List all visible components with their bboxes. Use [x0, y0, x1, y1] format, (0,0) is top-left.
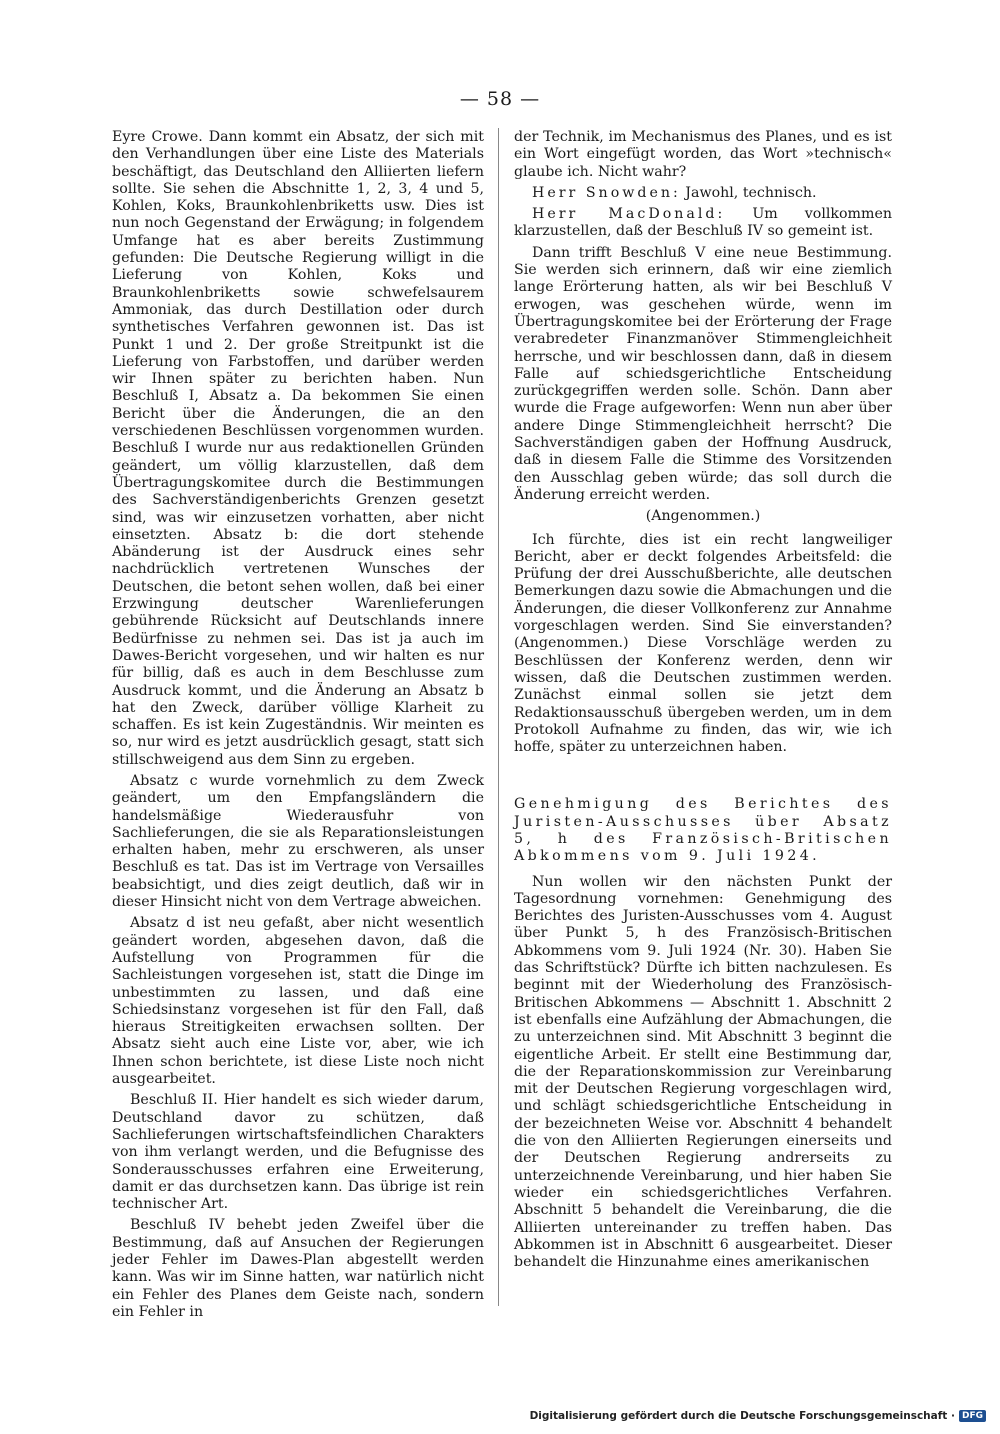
- column-divider: [498, 128, 499, 1306]
- page-number: — 58 —: [459, 88, 541, 110]
- paragraph: Ich fürchte, dies ist ein recht langweiliger Bericht, aber er deckt folgendes Arbeitsfeld: die Prüfung der drei Ausschußberichte, alle deutschen Bemerkungen dazu sowie die Abmachungen und die Änderungen, die dieser Vollkonferenz zur Annahme vorgeschlagen werden. Sind Sie einverstanden? (Angenommen.) Diese Vorschläge werden zu Beschlüssen der Konferenz werden, denn wir wissen, daß die Deutschen zustimmen werden. Zunächst einmal sollen sie jetzt dem Redaktionsausschuß übergeben werden, um in dem Protokoll Aufnahme zu finden, das wir, wie ich hoffe, später zu unterzeichnen haben.: [514, 531, 892, 756]
- paragraph: Absatz c wurde vornehmlich zu dem Zweck geändert, um den Empfangsländern die handelsmäßige Wiederausfuhr von Sachlieferungen, die sie als Reparationsleistungen erhalten haben, mehr zu erschweren, als unser Beschluß es tat. Das ist im Vertrage von Versailles beabsichtigt, und dies zeigt deutlich, daß wir in dieser Hinsicht nicht von dem Vertrage abweichen.: [112, 772, 484, 911]
- speaker-text: Jawohl, technisch.: [685, 184, 817, 201]
- paragraph: Nun wollen wir den nächsten Punkt der Tagesordnung vornehmen: Genehmigung des Berichtes des Juristen-Ausschusses vom 4. August über Punkt 5, h des Französisch-Britischen Abkommens vom 9. Juli 1924 (Nr. 30). Haben Sie das Schriftstück? Dürfte ich bitten nachzulesen. Es beginnt mit der Wiederholung des Französisch-Britischen Abkommens — Abschnitt 1. Abschnitt 2 ist ebenfalls eine Aufzählung der Abmachungen, die zu unterzeichnen sind. Mit Abschnitt 3 beginnt die eigentliche Arbeit. Er stellt eine Bestimmung dar, die der Reparationskommission zur Vereinbarung mit der Deutschen Regierung vorgeschlagen wird, und schlägt schiedsgerichtliche Entscheidung in der bezeichneten Weise vor. Abschnitt 4 behandelt die von den Alliierten Regierungen einerseits und der Deutschen Regierung andrerseits zu unterzeichnende Vereinbarung, und hier haben Sie wieder ein schiedsgerichtliches Verfahren. Abschnitt 5 behandelt die Vereinbarung, die die Alliierten untereinander zu treffen haben. Das Abkommen ist in Abschnitt 6 ausgearbeitet. Dieser behandelt die Hinzunahme eines amerikanischen: [514, 873, 892, 1271]
- paragraph: der Technik, im Mechanismus des Planes, und es ist ein Wort eingefügt worden, das Wort »technisch« glaube ich. Nicht wahr?: [514, 129, 892, 180]
- paragraph: Beschluß II. Hier handelt es sich wieder darum, Deutschland davor zu schützen, daß Sachlieferungen wirtschaftsfeindlichen Charakters von ihm verlangt werden, und die Befugnisse des Sonderausschusses erfahren eine Erweiterung, damit er das durchsetzen kann. Das übrige ist rein technischer Art.: [112, 1092, 484, 1213]
- speaker-text: Um vollkommen klarzustellen, daß der Beschluß IV so gemeint ist.: [514, 206, 892, 240]
- paragraph: Dann trifft Beschluß V eine neue Bestimmung. Sie werden sich erinnern, daß wir eine ziemlich lange Erörterung hatten, als wir bei Beschluß V erwogen, was geschehen würde, wenn im Übertragungskomitee bei der Erörterung der Frage verabredeter Finanzmanöver Stimmengleichheit herrsche, und wir beschlossen dann, daß in diesem Falle auf schiedsgerichtliche Entscheidung zurückgegriffen werden solle. Schön. Dann aber wurde die Frage aufgeworfen: Wenn nun aber über andere Dinge Stimmengleichheit herrscht? Die Sachverständigen gaben der Hoffnung Ausdruck, daß in diesem Falle die Stimme des Vorsitzenden den Ausschlag geben würde; das soll durch die Änderung erreicht werden.: [514, 244, 892, 503]
- footer: [530, 1410, 986, 1422]
- speaker-line: [514, 185, 892, 202]
- paragraph: Absatz d ist neu gefaßt, aber nicht wesentlich geändert worden, abgesehen davon, daß die Aufstellung von Programmen für die Sachleistungen vorgesehen ist, statt die Dinge im unbestimmten zu lassen, und daß eine Schiedsinstanz vorgesehen ist für den Fall, daß hieraus Streitigkeiten erwachsen sollten. Der Absatz sieht auch eine Liste vor, aber, wie ich Ihnen schon berichtete, ist diese Liste noch nicht ausgearbeitet.: [112, 915, 484, 1088]
- right-column: [514, 129, 892, 1275]
- annotation: (Angenommen.): [645, 508, 761, 525]
- speaker-line: [514, 206, 892, 241]
- left-column: [112, 129, 484, 1325]
- dfg-logo: DFG: [959, 1410, 986, 1422]
- section-heading: Genehmigung des Berichtes des Juristen-Ausschusses über Absatz 5, h des Französisch-Britischen Abkommens vom 9. Juli 1924.: [514, 796, 892, 865]
- paragraph: Eyre Crowe. Dann kommt ein Absatz, der sich mit den Verhandlungen über eine Liste des Materials beschäftigt, das Deutschland den Alliierten liefern sollte. Sie sehen die Abschnitte 1, 2, 3, 4 und 5, Kohlen, Koks, Braunkohlenbriketts usw. Dies ist nun noch Gegenstand der Erwägung; in folgendem Umfange hat es aber bereits Zustimmung gefunden: Die Deutsche Regierung willigt in die Lieferung von Kohlen, Koks und Braunkohlenbriketts sowie schwefelsaurem Ammoniak, das durch Destillation oder durch synthetisches Verfahren gewonnen ist. Das ist Punkt 1 und 2. Der große Streitpunkt ist die Lieferung von Farbstoffen, und darüber werden wir Ihnen später zu berichten haben. Nun Beschluß I, Absatz a. Da bekommen Sie einen Bericht über die Änderungen, die an den verschiedenen Beschlüssen vorgenommen wurden. Beschluß I wurde nur aus redaktionellen Gründen geändert, um völlig klarzustellen, daß dem Übertragungskomitee durch die Bestimmungen des Sachverständigenberichts Grenzen gesetzt sind, was wir einzusetzen vorhatten, aber nicht einsetzten. Absatz b: die dort stehende Abänderung ist der Ausdruck eines sehr nachdrücklich vertretenen Wunsches der Deutschen, die betont sehen wollen, daß bei einer Erzwingung deutscher Warenlieferungen gebührende Rücksicht auf Deutschlands innere Bedürfnisse zu nehmen sei. Das ist ja auch im Dawes-Bericht vorgesehen, und wir halten es nur für billig, daß es auch in dem Beschlusse zum Ausdruck kommt, und die Änderung an Absatz b hat den Zweck, darüber völlige Klarheit zu schaffen. Es ist kein Zugeständnis. Wir meinten es so, nur wird es jetzt ausdrücklich gesagt, statt sich stillschweigend aus dem Sinn zu ergeben.: [112, 129, 484, 768]
- paragraph: Beschluß IV behebt jeden Zweifel über die Bestimmung, daß auf Ansuchen der Regierungen jeder Fehler im Dawes-Plan abgestellt werden kann. Was wir im Sinne hatten, war natürlich nicht ein Fehler des Planes dem Geiste nach, sondern ein Fehler in: [112, 1217, 484, 1320]
- speaker-name: Herr MacDonald:: [532, 206, 726, 223]
- speaker-name: Herr Snowden:: [532, 184, 681, 201]
- footer-text: Digitalisierung gefördert durch die Deutsche Forschungsgemeinschaft ·: [529, 1410, 955, 1422]
